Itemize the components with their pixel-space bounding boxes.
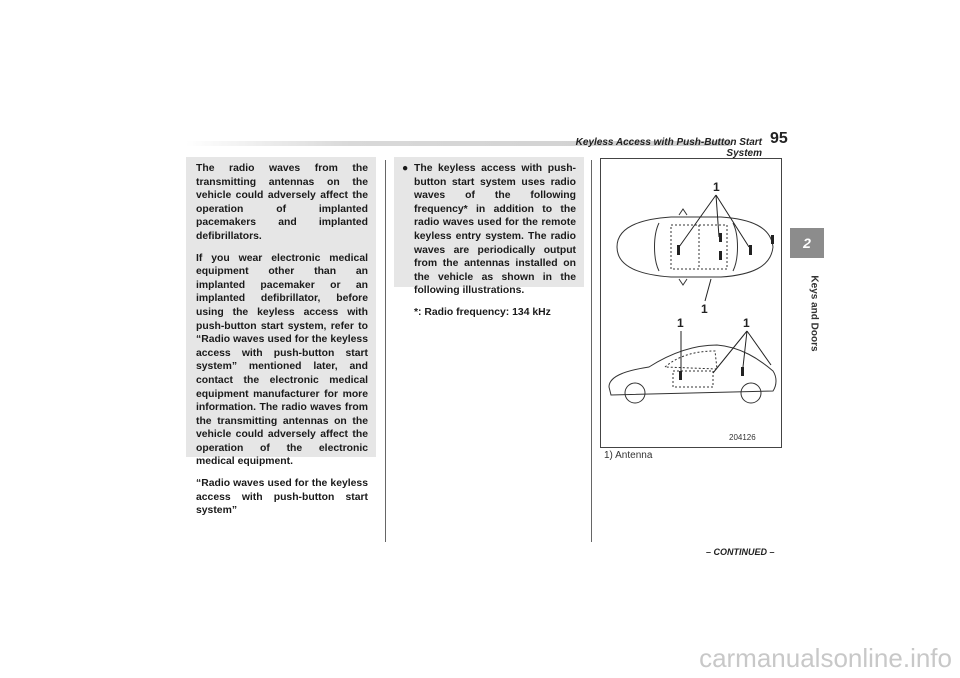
antenna-label: 1 [701,302,708,316]
antenna-label: 1 [743,316,750,330]
car-antenna-illustration [601,159,781,447]
continued-marker: – CONTINUED – [706,547,775,557]
page-number: 95 [770,130,788,147]
chapter-number-tab: 2 [790,228,824,258]
column-divider-left [385,160,386,542]
watermark: carmanualsonline.info [699,643,952,673]
car-side-view [609,345,776,403]
section-title: Keyless Access with Push-Button Start System [575,137,762,159]
chapter-label [807,260,821,370]
warning-paragraph: “Radio waves used for the keyless access with push-button start system” [196,478,368,517]
figure-code: 204126 [729,433,756,442]
column-divider-right [591,160,592,542]
bullet-item [402,162,576,298]
warning-paragraph: The radio waves from the transmitting antennas on the vehicle could adversely affect the operation of implanted pacemakers and implanted defibrillators. [196,163,368,242]
bullet-text: The keyless access with push-button start system uses radio waves of the following frequency* in addition to the radio waves used for the remote keyless entry system. The radio waves are periodically output from the antennas installed on the vehicle as shown in the following illustrations. [414,163,576,297]
antenna-label: 1 [713,180,720,194]
frequency-footnote: *: Radio frequency: 134 kHz [414,306,551,318]
antenna-label: 1 [677,316,684,330]
warning-paragraph: If you wear electronic medical equipment other than an implanted pacemaker or an implanted defibrillator, before using the keyless access with push-button start system, refer to “Radio waves used for the keyless access with push-button start system” mentioned later, and contact the electronic medical equipment manufacturer for more information. The radio waves from the transmitting antennas on the vehicle could adversely affect the operation of the electronic medical equipment. [196,252,368,468]
chapter-label-text: Keys and Doors [808,275,820,352]
info-box [394,157,584,318]
figure-caption: 1) Antenna [604,450,653,461]
bullet-icon: ● [402,163,409,174]
antenna-figure [600,158,782,448]
warning-box [186,157,376,517]
